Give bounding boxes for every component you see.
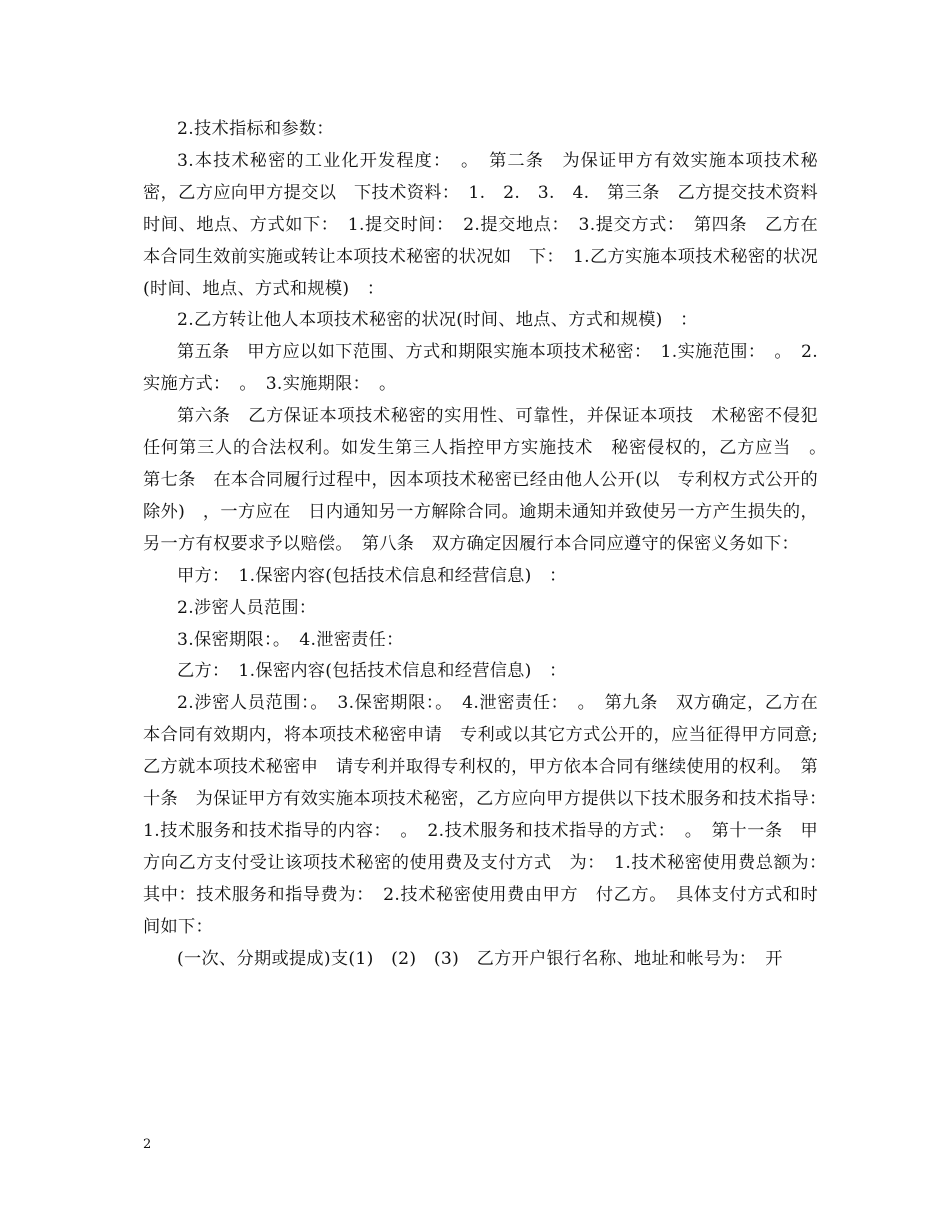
paragraph: 3.本技术秘密的工业化开发程度： 。 第二条 为保证甲方有效实施本项技术秘密，乙方应向甲方提交以 下技术资料： 1. 2. 3. 4. 第三条 乙方提交技术资料时间、地点、方式如下： 1.提交时间： 2.提交地点： 3.提交方式： 第四条 乙方在本合同生效前实施或转让本项技术秘密的状况如 下： 1.乙方实施本项技术秘密的状况(时间、地点、方式和规模) ：: [143, 150, 818, 299]
paragraph: 第六条 乙方保证本项技术秘密的实用性、可靠性，并保证本项技 术秘密不侵犯任何第三人的合法权利。如发生第三人指控甲方实施技术 秘密侵权的，乙方应当 。 第七条 在本合同履行过程中，因本项技术秘密已经由他人公开(以 专利权方式公开的除外) ，一方应在 日内通知另一方解除合同。逾期未通知并致使另一方产生损失的，另一方有权要求予以赔偿。 第八条 双方确定因履行本合同应遵守的保密义务如下：: [143, 406, 836, 554]
paragraph: 甲方： 1.保密内容(包括技术信息和经营信息) ：: [177, 565, 567, 586]
paragraph: 乙方： 1.保密内容(包括技术信息和经营信息) ：: [177, 661, 567, 682]
paragraph: 3.保密期限：。 4.泄密责任：: [177, 629, 404, 650]
paragraph: 第五条 甲方应以如下范围、方式和期限实施本项技术秘密： 1.实施范围： 。 2.实施方式： 。 3.实施期限： 。: [143, 342, 818, 395]
document-body: [143, 114, 836, 975]
paragraph: (一次、分期或提成)支(1) (2) (3) 乙方开户银行名称、地址和帐号为： 开: [177, 948, 783, 969]
paragraph: 2.涉密人员范围：。 3.保密期限：。 4.泄密责任： 。 第九条 双方确定，乙方在本合同有效期内，将本项技术秘密申请 专利或以其它方式公开的，应当征得甲方同意;乙方就本项技术秘密申 请专利并取得专利权的，甲方依本合同有继续使用的权利。 第十条 为保证甲方有效实施本项技术秘密，乙方应向甲方提供以下技术服务和技术指导： 1.技术服务和技术指导的内容： 。 2.技术服务和技术指导的方式： 。 第十一条 甲方向乙方支付受让该项技术秘密的使用费及支付方式 为： 1.技术秘密使用费总额为： 其中：技术服务和指导费为： 2.技术秘密使用费由甲方 付乙方。 具体支付方式和时间如下：: [143, 693, 836, 937]
paragraph: 2.技术指标和参数：: [177, 119, 334, 139]
paragraph: 2.涉密人员范围：: [177, 597, 317, 618]
paragraph: 2.乙方转让他人本项技术秘密的状况(时间、地点、方式和规模) ：: [177, 310, 698, 331]
page-number: 2: [143, 1137, 152, 1152]
